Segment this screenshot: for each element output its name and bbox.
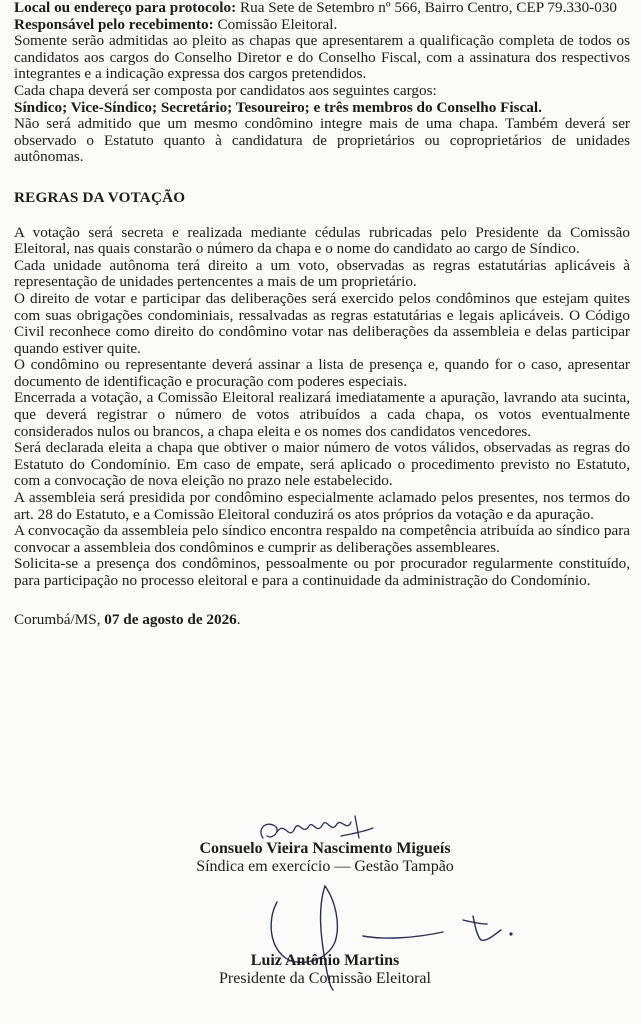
protocol-value: Rua Sete de Setembro nº 566, Bairro Centro, CEP 79.330-030 xyxy=(236,0,618,16)
date-value: 07 de agosto de 2026 xyxy=(104,610,237,628)
rule-paragraph: A assembleia será presidida por condômino especialmente aclamado pelos presentes, nos termos do art. 28 do Estatuto, e a Comissão Eleitoral conduzirá os atos próprios da votação e da apuração. xyxy=(14,489,630,523)
signatory-2-name: Luiz Antônio Martins xyxy=(250,952,400,969)
rule-paragraph: A votação será secreta e realizada mediante cédulas rubricadas pelo Presidente da Comissão Eleitoral, nas quais constarão o número da chapa e o nome do candidato ao cargo de Síndico. xyxy=(14,223,630,258)
document-page xyxy=(14,0,630,628)
rule-paragraph: Solicita-se a presença dos condôminos, pessoalmente ou por procurador regularmente constituído, para participação no processo eleitoral e para a continuidade da administração do Condomínio. xyxy=(14,555,630,589)
signatory-1 xyxy=(180,840,470,876)
signatory-2-role: Presidente da Comissão Eleitoral xyxy=(219,970,431,987)
intro-paragraph: Cada chapa deverá ser composta por candidatos aos seguintes cargos: xyxy=(14,81,437,99)
rule-paragraph: Encerrada a votação, a Comissão Eleitoral realizará imediatamente a apuração, lavrando ata sucinta, que deverá registrar o número de votos atribuídos a cada chapa, os votos eventualmente considerados nulos ou brancos, a chapa eleita e os nomes dos candidatos vencedores. xyxy=(14,389,630,440)
date-end: . xyxy=(236,610,241,628)
rule-paragraph: O direito de votar e participar das deliberações será exercido pelos condôminos que estejam quites com suas obrigações condominiais, ressalvadas as regras estatutárias e legais aplicáveis. O Código Civil reconhece como direito do condômino votar nas deliberações da assembleia e delas participar quando estiver quite. xyxy=(14,289,630,357)
signatory-1-name: Consuelo Vieira Nascimento Migueís xyxy=(199,840,451,857)
protocol-label: Local ou endereço para protocolo: xyxy=(14,0,237,16)
rule-paragraph: Cada unidade autônoma terá direito a um voto, observadas as regras estatutárias aplicáveis à representação de unidades pertencentes a mais de um proprietário. xyxy=(14,256,630,291)
rule-paragraph: A convocação da assembleia pelo síndico encontra respaldo na competência atribuída ao síndico para convocar a assembleia dos condôminos e cumprir as deliberações assembleares. xyxy=(14,522,630,556)
date-place: Corumbá/MS, xyxy=(14,610,105,628)
signatory-2 xyxy=(200,952,450,988)
responsible-line xyxy=(14,17,630,34)
signatory-1-role: Síndica em exercício — Gestão Tampão xyxy=(196,858,454,875)
rule-paragraph: Será declarada eleita a chapa que obtiver o maior número de votos válidos, observadas as regras do Estatuto do Condomínio. Em caso de empate, será aplicado o procedimento previsto no Estatuto, com a convocação de nova eleição no prazo nele estabelecido. xyxy=(14,439,630,490)
intro-paragraph: Não será admitido que um mesmo condômino integre mais de uma chapa. Também deverá ser observado o Estatuto quanto à candidatura de proprietários ou coproprietários de unidades autônomas. xyxy=(14,115,630,166)
responsible-value: Comissão Eleitoral. xyxy=(213,15,338,33)
intro-paragraph: Somente serão admitidas ao pleito as chapas que apresentarem a qualificação completa de todos os candidatos aos cargos do Conselho Diretor e do Conselho Fiscal, com a assinatura dos respectivos integrantes e a indicação expressa dos cargos pretendidos. xyxy=(14,32,630,83)
date-line xyxy=(14,612,630,629)
section-title: REGRAS DA VOTAÇÃO xyxy=(14,188,186,206)
protocol-line xyxy=(14,0,630,17)
positions-list: Síndico; Vice-Síndico; Secretário; Tesoureiro; e três membros do Conselho Fiscal. xyxy=(14,98,542,116)
responsible-label: Responsável pelo recebimento: xyxy=(14,15,214,33)
rule-paragraph: O condômino ou representante deverá assinar a lista de presença e, quando for o caso, apresentar documento de identificação e procuração com poderes especiais. xyxy=(14,356,630,390)
